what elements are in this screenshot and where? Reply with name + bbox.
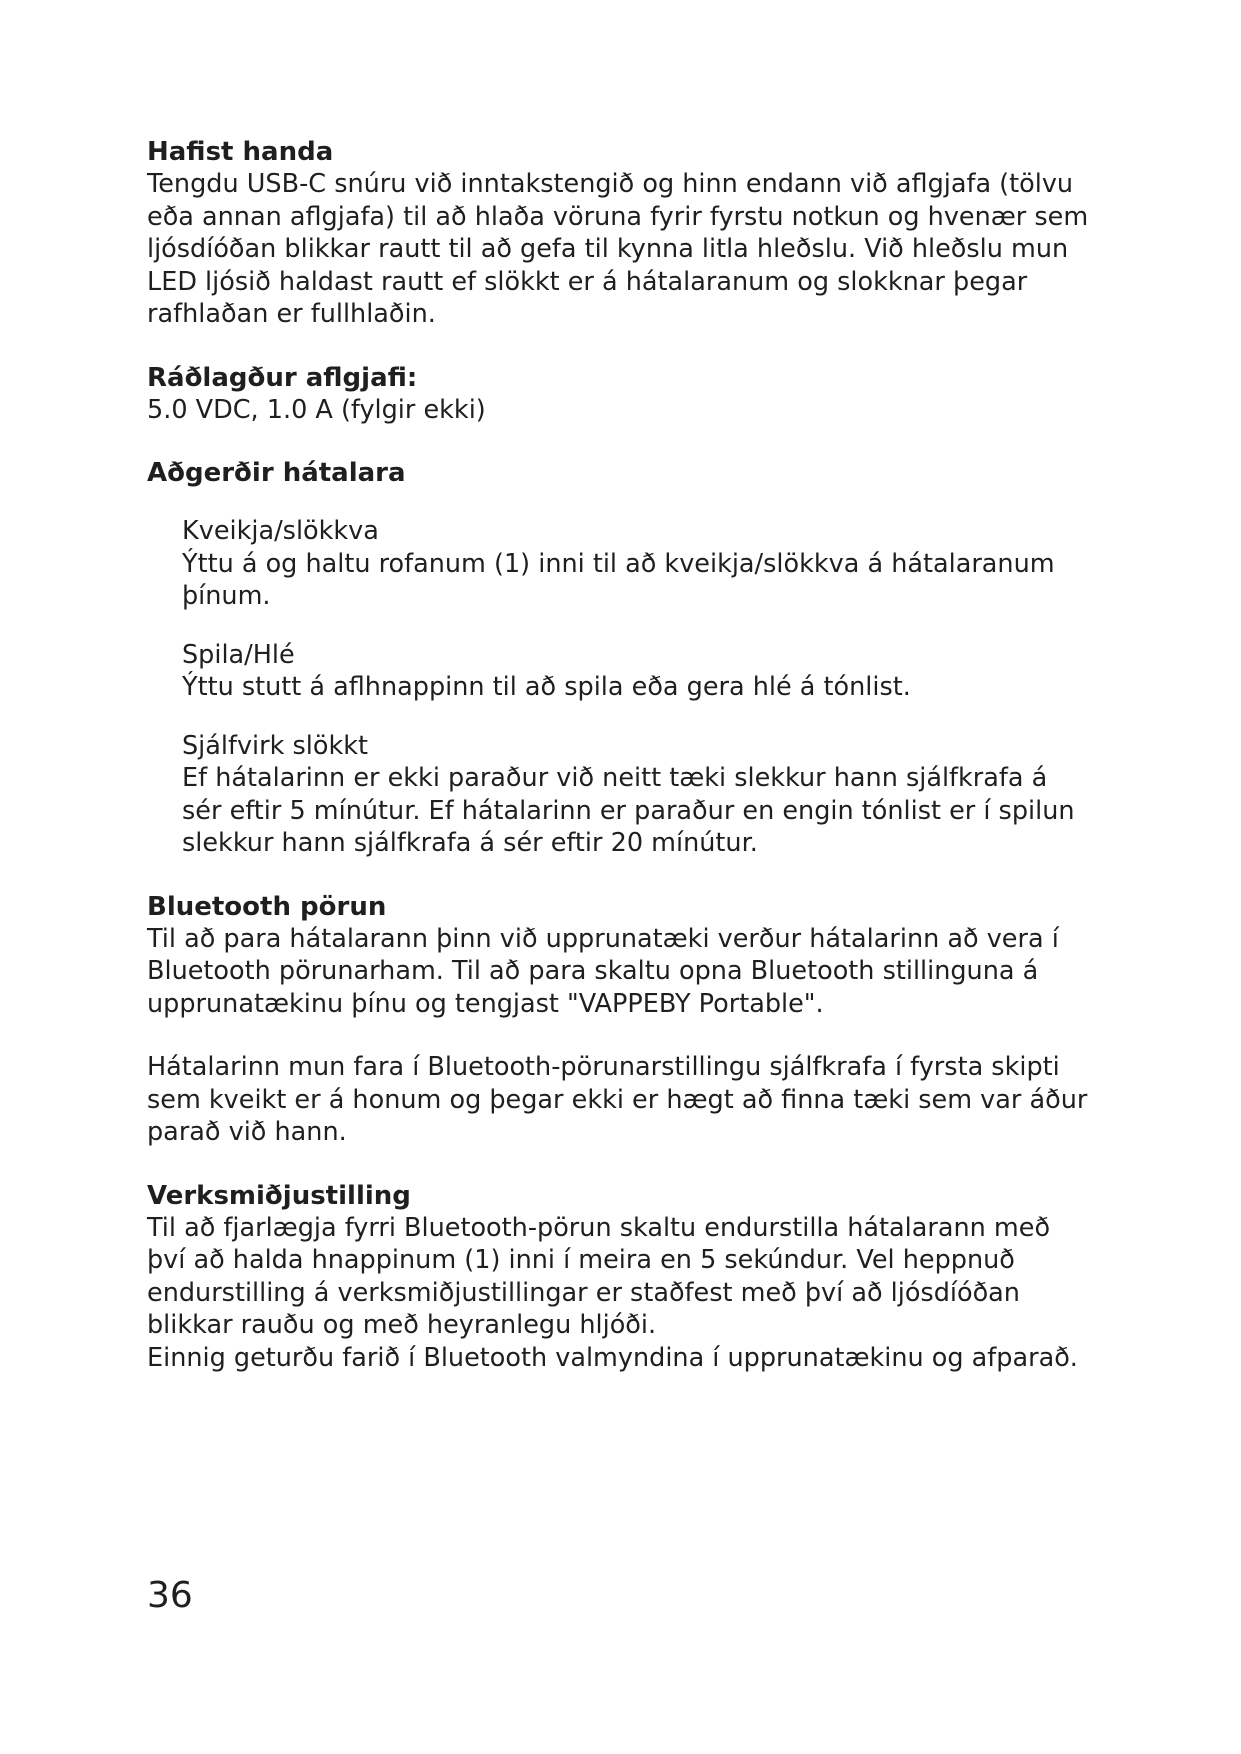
function-title: Spila/Hlé bbox=[182, 639, 295, 670]
text-line: slekkur hann sjálfkrafa á sér eftir 20 mínútur. bbox=[182, 828, 758, 858]
text-line: upprunatækinu þínu og tengjast "VAPPEBY Portable". bbox=[147, 988, 824, 1019]
text-line: rafhlaðan er fullhlaðin. bbox=[147, 299, 436, 329]
section-getting-started bbox=[147, 136, 1107, 331]
text-line: Bluetooth pörunarham. Til að para skaltu opna Bluetooth stillinguna á bbox=[147, 956, 1039, 986]
section-heading: Hafist handa bbox=[147, 137, 334, 167]
section-body bbox=[147, 1212, 1107, 1375]
text-line: sem kveikt er á honum og þegar ekki er hægt að finna tæki sem var áður bbox=[147, 1084, 1088, 1115]
text-line: eða annan aflgjafa) til að hlaða vöruna fyrir fyrstu notkun og hvenær sem bbox=[147, 201, 1089, 232]
text-line: Ýttu á og haltu rofanum (1) inni til að kveikja/slökkva á hátalaranum bbox=[182, 548, 1055, 579]
function-title: Sjálfvirk slökkt bbox=[182, 730, 368, 761]
section-heading: Bluetooth pörun bbox=[147, 891, 387, 922]
text-line: Ýttu stutt á aflhnappinn til að spila eða gera hlé á tónlist. bbox=[182, 672, 911, 702]
text-line: parað við hann. bbox=[147, 1117, 347, 1147]
text-line: blikkar rauðu og með heyranlegu hljóði. bbox=[147, 1310, 657, 1340]
text-line: sér eftir 5 mínútur. Ef hátalarinn er paraður en engin tónlist er í spilun bbox=[182, 795, 1075, 826]
section-speaker-functions bbox=[147, 457, 1107, 860]
text-line: LED ljósið haldast rautt ef slökkt er á hátalaranum og slokknar þegar bbox=[147, 266, 1028, 297]
section-heading: Ráðlagður aflgjafi: bbox=[147, 362, 418, 393]
function-item-power bbox=[182, 515, 1107, 613]
power-supply-value: 5.0 VDC, 1.0 A (fylgir ekki) bbox=[147, 394, 486, 425]
function-item-play-pause bbox=[182, 639, 1107, 704]
text-line: ljósdíóðan blikkar rautt til að gefa til kynna litla hleðslu. Við hleðslu mun bbox=[147, 234, 1069, 264]
section-heading: Verksmiðjustilling bbox=[147, 1180, 411, 1211]
function-item-auto-off bbox=[182, 730, 1107, 860]
page-content bbox=[147, 136, 1107, 1374]
text-line: Ef hátalarinn er ekki paraður við neitt tæki slekkur hann sjálfkrafa á bbox=[182, 763, 1048, 793]
text-line: Til að para hátalarann þinn við upprunatæki verður hátalarinn að vera í bbox=[147, 923, 1059, 954]
text-line: Til að fjarlægja fyrri Bluetooth-pörun skaltu endurstilla hátalarann með bbox=[147, 1212, 1051, 1243]
section-heading: Aðgerðir hátalara bbox=[147, 458, 406, 488]
text-line: þínum. bbox=[182, 581, 271, 611]
page-number: 36 bbox=[147, 1575, 193, 1616]
section-body bbox=[147, 168, 1107, 331]
text-line: Tengdu USB-C snúru við inntakstengið og hinn endann við aflgjafa (tölvu bbox=[147, 169, 1074, 199]
section-body bbox=[147, 923, 1107, 1021]
text-line: Hátalarinn mun fara í Bluetooth-pörunarstillingu sjálfkrafa í fyrsta skipti bbox=[147, 1052, 1060, 1082]
section-power-supply bbox=[147, 362, 1107, 427]
section-factory-reset bbox=[147, 1180, 1107, 1375]
function-title: Kveikja/slökkva bbox=[182, 516, 379, 546]
section-bluetooth-pairing bbox=[147, 891, 1107, 1149]
text-line: endurstilling á verksmiðjustillingar er staðfest með því að ljósdíóðan bbox=[147, 1277, 1020, 1308]
function-list bbox=[147, 515, 1107, 860]
text-line: Einnig geturðu farið í Bluetooth valmyndina í upprunatækinu og afparað. bbox=[147, 1342, 1078, 1373]
section-body bbox=[147, 1051, 1107, 1149]
text-line: því að halda hnappinum (1) inni í meira en 5 sekúndur. Vel heppnuð bbox=[147, 1245, 1015, 1275]
